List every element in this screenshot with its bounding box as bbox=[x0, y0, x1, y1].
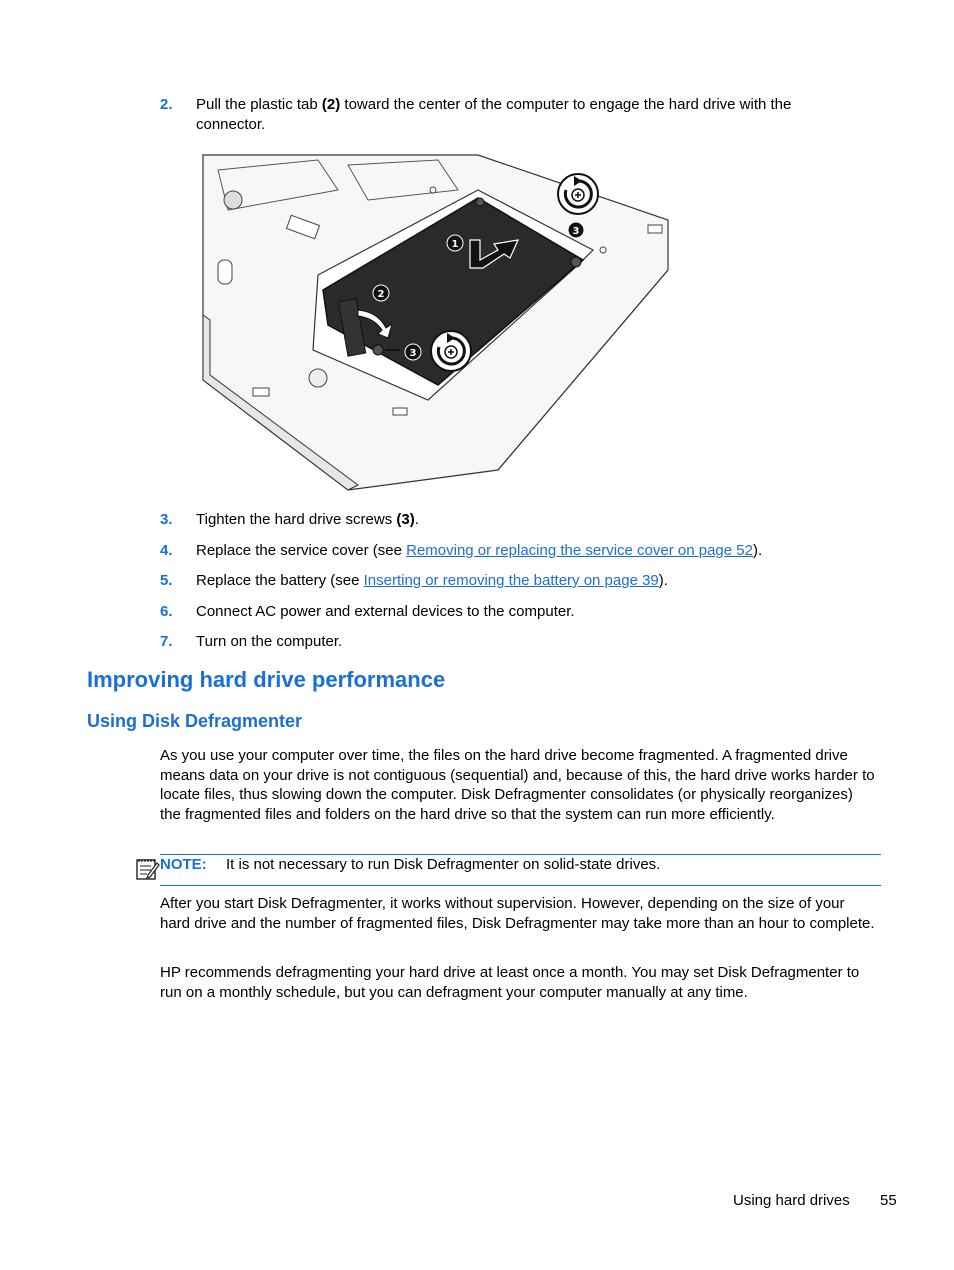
step-number: 4. bbox=[160, 542, 173, 559]
screw-rotate-icon bbox=[431, 331, 471, 371]
step-number: 3. bbox=[160, 511, 173, 528]
step-text: Pull the plastic tab (2) toward the center of the computer to engage the hard drive with the connector. bbox=[196, 96, 792, 133]
step-number: 6. bbox=[160, 603, 173, 620]
step-item bbox=[160, 602, 860, 622]
step-text: Connect AC power and external devices to the computer. bbox=[196, 603, 575, 620]
step-item bbox=[160, 95, 860, 134]
note-text: It is not necessary to run Disk Defragmenter on solid-state drives. bbox=[226, 856, 661, 873]
step-item bbox=[160, 510, 860, 530]
step-number: 2. bbox=[160, 96, 173, 113]
subsection-heading: Using Disk Defragmenter bbox=[87, 711, 303, 731]
callout-1: 1 bbox=[451, 239, 459, 250]
page-number: 55 bbox=[880, 1192, 897, 1209]
note-box bbox=[160, 854, 881, 886]
battery-link[interactable]: Inserting or removing the battery on page 39 bbox=[363, 572, 659, 589]
note-pad-icon bbox=[134, 855, 160, 881]
screw-rotate-icon bbox=[558, 174, 598, 214]
footer-section-title: Using hard drives bbox=[733, 1192, 850, 1209]
step-item bbox=[160, 632, 860, 652]
step-text: Turn on the computer. bbox=[196, 633, 343, 650]
section-heading: Improving hard drive performance bbox=[87, 667, 446, 692]
callout-2: 2 bbox=[377, 289, 385, 300]
body-paragraph: After you start Disk Defragmenter, it works without supervision. However, depending on the size of your hard drive and the number of fragmented files, Disk Defragmenter may take more than an hour to complete. bbox=[160, 895, 875, 932]
body-paragraph: As you use your computer over time, the files on the hard drive become fragmented. A fragmented drive means data on your drive is not contiguous (sequential) and, because of this, the hard drive works harder to locate files, thus slowing down the computer. Disk Defragmenter consolidates (or physically reorganizes) the fragmented files and folders on the hard drive so that the system can run more efficiently. bbox=[160, 747, 875, 823]
step-number: 5. bbox=[160, 572, 173, 589]
step-text: Replace the service cover (see Removing or replacing the service cover on page 52). bbox=[196, 542, 763, 559]
callout-3-upper: 3 bbox=[572, 226, 580, 237]
step-item bbox=[160, 571, 860, 591]
note-label: NOTE: bbox=[160, 856, 207, 873]
body-paragraph: HP recommends defragmenting your hard drive at least once a month. You may set Disk Defragmenter to run on a monthly schedule, but you can defragment your computer manually at any time. bbox=[160, 964, 860, 1001]
service-cover-link[interactable]: Removing or replacing the service cover on page 52 bbox=[406, 542, 753, 559]
step-number: 7. bbox=[160, 633, 173, 650]
step-item bbox=[160, 541, 860, 561]
hard-drive-illustration bbox=[198, 150, 674, 495]
step-text: Tighten the hard drive screws (3). bbox=[196, 511, 419, 528]
step-text: Replace the battery (see Inserting or removing the battery on page 39). bbox=[196, 572, 668, 589]
callout-3-lower: 3 bbox=[409, 348, 417, 359]
